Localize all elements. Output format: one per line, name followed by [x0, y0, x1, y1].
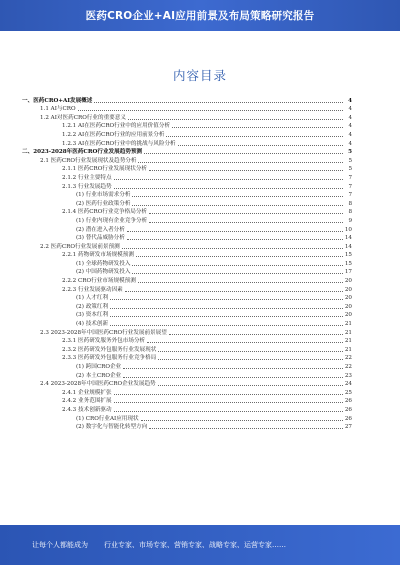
toc-entry-page: 5 [348, 157, 352, 164]
table-of-contents [0, 96, 400, 431]
toc-entry-page: 9 [348, 217, 352, 224]
toc-entry[interactable] [0, 96, 400, 105]
toc-entry[interactable] [0, 259, 400, 268]
toc-entry-title: (3) 资本红利 [76, 312, 109, 319]
toc-entry-page: 8 [348, 200, 352, 207]
toc-entry-title: 2.1.3 行业发展趋势 [62, 183, 112, 190]
toc-entry-page: 15 [344, 260, 352, 267]
toc-entry[interactable] [0, 182, 400, 191]
toc-entry-page: 24 [344, 381, 352, 388]
toc-dot-leader [149, 170, 343, 171]
toc-entry[interactable] [0, 371, 400, 380]
toc-entry[interactable] [0, 268, 400, 277]
toc-dot-leader [158, 351, 343, 352]
toc-dot-leader [132, 265, 343, 266]
toc-dot-leader [110, 299, 343, 300]
toc-entry[interactable] [0, 311, 400, 320]
toc-entry-page: 21 [344, 338, 352, 345]
toc-entry-title: 2.3 2023-2028年中国医药CRO行业发展前景展望 [40, 329, 167, 336]
toc-entry-title: (1) 行业内现有企业竞争分析 [76, 217, 148, 224]
toc-entry-title: 2.2 医药CRO行业发展前景预测 [40, 243, 120, 250]
toc-entry[interactable] [0, 130, 400, 139]
toc-entry-page: 20 [344, 286, 352, 293]
toc-entry-page: 4 [348, 131, 352, 138]
toc-entry[interactable] [0, 362, 400, 371]
toc-entry-title: 2.3.1 医药研发服务外包市场分析 [62, 338, 146, 345]
toc-entry-title: (1) 行业市场需求分析 [76, 192, 131, 199]
toc-entry[interactable] [0, 302, 400, 311]
footer-banner [0, 525, 400, 565]
toc-dot-leader [123, 368, 343, 369]
toc-entry[interactable] [0, 397, 400, 406]
toc-entry-page: 4 [348, 106, 352, 113]
toc-dot-leader [94, 102, 343, 103]
toc-entry[interactable] [0, 156, 400, 165]
toc-entry-page: 5 [348, 166, 352, 173]
toc-entry-title: 2.3.2 医药研发外包服务行业发展现状 [62, 346, 157, 353]
toc-entry-page: 4 [348, 97, 352, 104]
toc-dot-leader [114, 394, 343, 395]
toc-entry-page: 22 [344, 355, 352, 362]
toc-dot-leader [114, 179, 343, 180]
toc-dot-leader [128, 119, 343, 120]
toc-entry[interactable] [0, 319, 400, 328]
toc-entry[interactable] [0, 173, 400, 182]
toc-entry[interactable] [0, 105, 400, 114]
toc-entry-title: 1.2.1 AI在医药CRO行业中的应用价值分析 [62, 123, 171, 130]
toc-entry-page: 17 [344, 269, 352, 276]
toc-entry-page: 26 [344, 406, 352, 413]
toc-dot-leader [122, 248, 343, 249]
toc-heading: 内容目录 [172, 68, 227, 83]
toc-entry-title: 2.1.4 医药CRO行业竞争格局分析 [62, 209, 148, 216]
toc-entry-title: 2.1.2 行业主要特点 [62, 174, 112, 181]
toc-dot-leader [147, 342, 343, 343]
toc-entry-page: 4 [348, 140, 352, 147]
toc-entry-title: (2) 政策红利 [76, 303, 109, 310]
toc-dot-leader [110, 316, 343, 317]
toc-entry-title: (1) CRO行业AI应用现状 [76, 415, 139, 422]
toc-entry-title: 2.4.1 企业规模扩张 [62, 389, 112, 396]
toc-entry[interactable] [0, 113, 400, 122]
toc-entry[interactable] [0, 234, 400, 243]
toc-entry-title: 2.2.1 药物研发市场规模预测 [62, 252, 134, 259]
toc-entry-title: 2.3.3 医药研发外包服务行业竞争格局 [62, 355, 157, 362]
toc-entry-title: 2.1.1 医药CRO行业发展现状分析 [62, 166, 148, 173]
toc-entry-page: 23 [344, 372, 352, 379]
toc-entry[interactable] [0, 405, 400, 414]
toc-entry-title: (2) 本土CRO企业 [76, 372, 122, 379]
toc-entry-page: 7 [348, 183, 352, 190]
toc-entry[interactable] [0, 337, 400, 346]
toc-entry[interactable] [0, 148, 400, 157]
toc-entry-page: 20 [344, 295, 352, 302]
toc-dot-leader [123, 377, 343, 378]
toc-entry-title: 1.2.2 AI在医药CRO行业的应用前景分析 [62, 131, 165, 138]
toc-entry[interactable] [0, 414, 400, 423]
toc-entry-title: 1.1 AI与CRO [40, 106, 76, 113]
toc-entry-title: (1) 人才红利 [76, 295, 109, 302]
toc-entry-title: (1) 跨国CRO企业 [76, 364, 122, 370]
footer-lead-text: 让每个人都能成为 [32, 541, 88, 549]
toc-entry[interactable] [0, 354, 400, 363]
toc-entry[interactable] [0, 122, 400, 131]
toc-entry[interactable] [0, 139, 400, 148]
toc-entry-title: 2.2.2 CRO行业市场规模预测 [62, 278, 136, 285]
toc-entry-page: 20 [344, 312, 352, 319]
toc-entry-page: 20 [344, 303, 352, 310]
toc-entry-page: 7 [348, 192, 352, 199]
toc-entry-page: 21 [344, 346, 352, 353]
toc-entry[interactable] [0, 380, 400, 389]
toc-entry-page: 22 [344, 364, 352, 370]
toc-entry[interactable] [0, 294, 400, 303]
toc-entry-page: 4 [348, 114, 352, 121]
toc-entry-page: 14 [344, 235, 352, 242]
toc-entry-title: 2.4 2023-2028年中国医药CRO企业发展趋势 [40, 381, 156, 388]
toc-dot-leader [178, 145, 343, 146]
toc-entry-title: (2) 潜在进入者分析 [76, 226, 125, 233]
toc-entry[interactable] [0, 216, 400, 225]
toc-entry[interactable] [0, 388, 400, 397]
toc-entry-title: 1.2.3 AI在医药CRO行业中的挑战与风险分析 [62, 140, 176, 147]
toc-dot-leader [166, 136, 343, 137]
toc-entry-page: 7 [348, 174, 352, 181]
toc-dot-leader [78, 110, 343, 111]
toc-entry[interactable] [0, 191, 400, 200]
toc-dot-leader [132, 196, 343, 197]
toc-dot-leader [149, 222, 343, 223]
toc-entry-title: (2) 数字化与智能化转型方向 [76, 424, 148, 431]
toc-entry-title: (2) 中国药物研发投入 [76, 269, 131, 276]
toc-dot-leader [138, 162, 343, 163]
toc-entry-title: 2.4.3 技术创新驱动 [62, 406, 112, 413]
toc-dot-leader [138, 282, 343, 283]
toc-dot-leader [158, 359, 343, 360]
toc-entry[interactable] [0, 423, 400, 432]
toc-dot-leader [114, 411, 343, 412]
toc-entry-page: 10 [344, 226, 352, 233]
toc-entry-page: 5 [348, 149, 352, 156]
toc-entry-page: 25 [344, 389, 352, 396]
toc-entry-page: 21 [344, 321, 352, 328]
toc-entry-page: 8 [348, 209, 352, 216]
toc-entry[interactable] [0, 345, 400, 354]
toc-dot-leader [136, 256, 343, 257]
toc-entry-title: 2.4.2 业务范围扩展 [62, 398, 112, 405]
toc-dot-leader [141, 420, 343, 421]
toc-entry[interactable] [0, 165, 400, 174]
toc-dot-leader [172, 127, 343, 128]
report-header-bar [0, 0, 400, 31]
toc-entry-page: 14 [344, 243, 352, 250]
toc-entry-title: (2) 医药行业政策分析 [76, 200, 131, 207]
toc-dot-leader [149, 213, 343, 214]
toc-entry-page: 26 [344, 398, 352, 405]
toc-entry-page: 27 [344, 424, 352, 431]
toc-dot-leader [127, 239, 343, 240]
toc-entry-page: 15 [344, 252, 352, 259]
toc-dot-leader [114, 402, 343, 403]
toc-dot-leader [127, 231, 343, 232]
toc-dot-leader [144, 153, 343, 154]
toc-dot-leader [110, 325, 343, 326]
toc-entry-title: 2.1 医药CRO行业发展现状及趋势分析 [40, 157, 137, 164]
toc-dot-leader [149, 428, 343, 429]
toc-dot-leader [169, 334, 343, 335]
toc-dot-leader [158, 385, 343, 386]
toc-entry[interactable] [0, 199, 400, 208]
toc-entry[interactable] [0, 242, 400, 251]
toc-entry-title: 2.2.3 行业发展驱动因素 [62, 286, 123, 293]
toc-entry-title: 1.2 AI对医药CRO行业的重要意义 [40, 114, 126, 121]
toc-dot-leader [132, 273, 343, 274]
toc-dot-leader [114, 188, 343, 189]
toc-entry-page: 4 [348, 123, 352, 130]
toc-dot-leader [132, 205, 343, 206]
toc-entry-title: 二、2023-2028年医药CRO行业发展趋势预测 [22, 149, 143, 156]
toc-dot-leader [125, 291, 343, 292]
toc-entry-page: 26 [344, 415, 352, 422]
toc-entry-title: (3) 替代品威胁分析 [76, 235, 125, 242]
toc-entry-page: 20 [344, 278, 352, 285]
toc-entry-title: 一、医药CRO+AI发展概述 [22, 97, 93, 104]
report-title: 医药CRO企业+AI应用前景及布局策略研究报告 [85, 10, 315, 22]
footer-roles-text: 行业专家、市场专家、营销专家、战略专家、运营专家…… [104, 541, 286, 549]
toc-entry[interactable] [0, 276, 400, 285]
toc-entry[interactable] [0, 251, 400, 260]
toc-entry-page: 21 [344, 329, 352, 336]
toc-entry[interactable] [0, 208, 400, 217]
toc-entry[interactable] [0, 225, 400, 234]
toc-entry[interactable] [0, 285, 400, 294]
toc-entry-title: (4) 技术创新 [76, 321, 109, 328]
toc-dot-leader [110, 308, 343, 309]
toc-entry-title: (1) 全球药物研发投入 [76, 260, 131, 267]
toc-entry[interactable] [0, 328, 400, 337]
